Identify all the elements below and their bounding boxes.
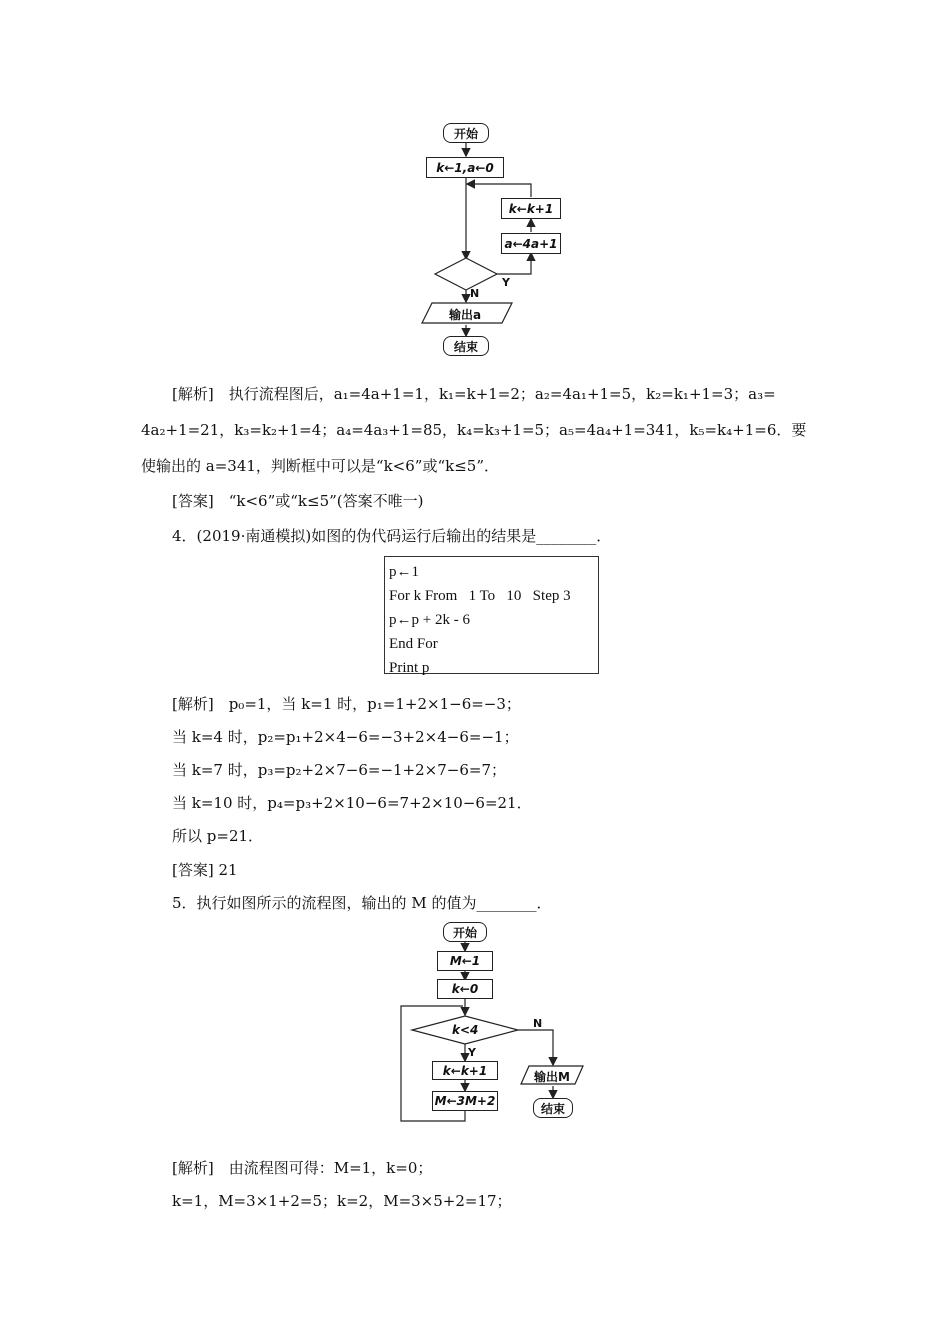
q3-answer: [答案] “k<6”或“k≤5”(答案不唯一) <box>172 492 424 510</box>
q3-analysis-line-3: 使输出的 a=341，判断框中可以是“k<6”或“k≤5”． <box>141 457 499 475</box>
q5-question: 5．执行如图所示的流程图，输出的 M 的值为________． <box>172 894 552 912</box>
flowchart-2-condition: k<4 <box>452 1023 479 1037</box>
flowchart-2-start: 开始 <box>443 922 487 942</box>
q4-analysis-line: 当 k=7 时，p₃=p₂+2×7−6=−1+2×7−6=7； <box>172 761 506 779</box>
flowchart-2-init-m: M←1 <box>437 951 493 971</box>
flowchart-1-output: 输出a <box>449 308 482 322</box>
flowchart-2-update-m: M←3M+2 <box>432 1091 498 1111</box>
flowchart-1-end: 结束 <box>443 336 489 356</box>
q5-analysis-line: k=1，M=3×1+2=5；k=2，M=3×5+2=17； <box>172 1192 512 1210</box>
code-line: p←p + 2k - 6 <box>389 612 470 628</box>
q4-answer: [答案] 21 <box>172 861 238 879</box>
q4-analysis-line: 当 k=10 时，p₄=p₃+2×10−6=7+2×10−6=21． <box>172 794 532 812</box>
q4-analysis-line: 所以 p=21． <box>172 827 264 845</box>
code-line: End For <box>389 636 438 652</box>
q4-question: 4．(2019·南通模拟)如图的伪代码运行后输出的结果是________． <box>172 527 612 545</box>
q4-analysis-line: [解析] p₀=1，当 k=1 时，p₁=1+2×1−6=−3； <box>172 695 521 713</box>
flowchart-2-yes-label: Y <box>468 1046 476 1059</box>
q3-analysis-line-2: 4a₂+1=21，k₃=k₂+1=4；a₄=4a₃+1=85，k₄=k₃+1=5；a₅=4a₄+1=341，k₅=k₄+1=6．要 <box>141 421 807 439</box>
code-line: p←1 <box>389 564 419 580</box>
flowchart-2-init-k: k←0 <box>437 979 493 999</box>
flowchart-1-yes-label: Y <box>502 276 510 289</box>
flowchart-1-no-label: N <box>470 287 480 300</box>
q5-analysis-line: [解析] 由流程图可得：M=1，k=0； <box>172 1159 433 1177</box>
q4-pseudocode-box <box>384 556 599 674</box>
code-line: For k From 1 To 10 Step 3 <box>389 588 571 604</box>
flowchart-1-update-a: a←4a+1 <box>501 233 561 254</box>
flowchart-1-inc-k: k←k+1 <box>501 198 561 219</box>
flowchart-1-start: 开始 <box>443 123 489 143</box>
flowchart-2-end: 结束 <box>533 1098 573 1118</box>
q4-analysis-line: 当 k=4 时，p₂=p₁+2×4−6=−3+2×4−6=−1； <box>172 728 519 746</box>
q3-analysis-line-1: [解析] 执行流程图后，a₁=4a+1=1，k₁=k+1=2；a₂=4a₁+1=5，k₂=k₁+1=3；a₃= <box>172 385 776 403</box>
flowchart-2-no-label: N <box>533 1017 543 1030</box>
flowchart-2-inc-k: k←k+1 <box>432 1061 498 1080</box>
flowchart-2-output: 输出M <box>534 1070 570 1084</box>
code-line: Print p <box>389 660 430 676</box>
flowchart-1-init: k←1,a←0 <box>426 157 504 178</box>
